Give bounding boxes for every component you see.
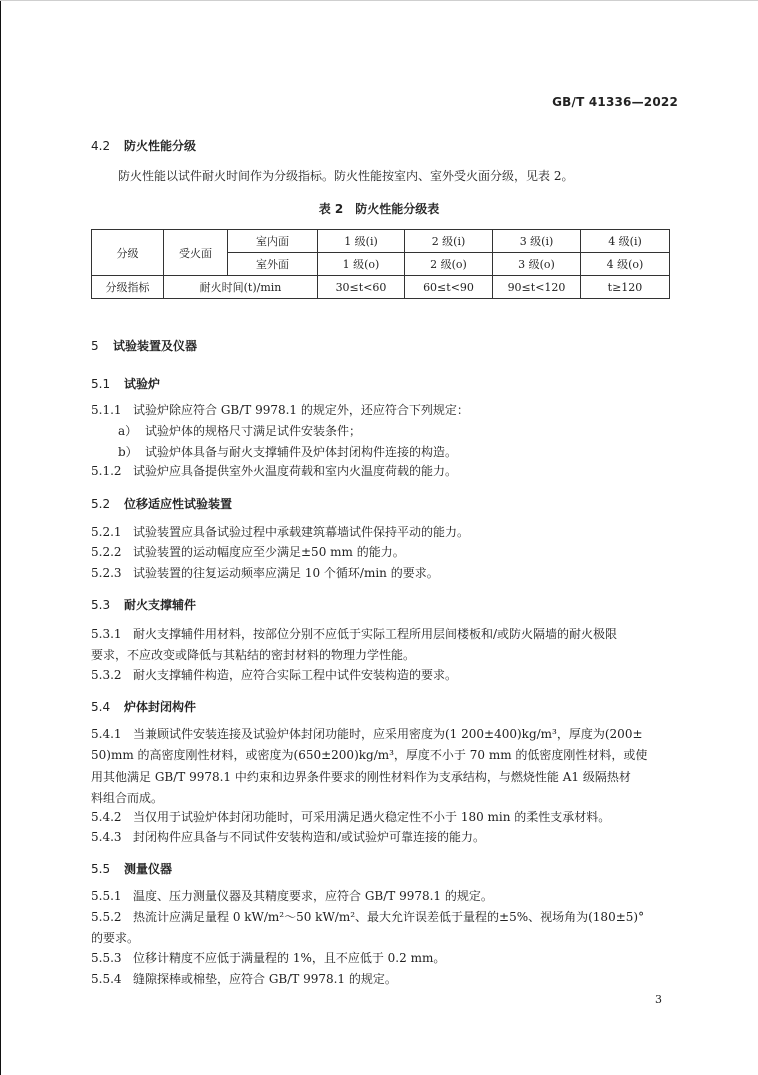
clause-number: 5.2.1 [91, 525, 122, 539]
clause-5-4-2 [91, 807, 610, 828]
clause-5-5-3 [91, 948, 445, 969]
time-range-cell: 30≤t<60 [318, 276, 405, 299]
grade-cell: 1 级(o) [318, 253, 405, 276]
clause-number: 5.4.2 [91, 810, 122, 824]
clause-number: 5.1.2 [91, 464, 122, 478]
section-number: 5.2 [91, 497, 111, 511]
grade-cell: 3 级(i) [493, 230, 581, 253]
section-number: 5 [91, 339, 99, 353]
section-number: 5.1 [91, 377, 111, 391]
clause-5-5-2-cont: 的要求。 [91, 931, 140, 945]
clause-text-line: 耐火支撑辅件用材料，按部位分别不应低于实际工程所用层间楼板和/或防火隔墙的耐火极限 [133, 627, 618, 641]
clause-5-2-2 [91, 542, 405, 563]
clause-5-3-2 [91, 665, 457, 686]
list-item-b [118, 442, 457, 463]
clause-5-2-1 [91, 522, 469, 543]
clause-number: 5.3.2 [91, 668, 122, 682]
clause-5-4-1-cont: 料组合而成。 [91, 791, 164, 805]
clause-text: 温度、压力测量仪器及其精度要求，应符合 GB/T 9978.1 的规定。 [133, 889, 493, 903]
section-5-1-heading [91, 375, 160, 392]
grade-cell: 2 级(o) [405, 253, 493, 276]
time-range-cell: 60≤t<90 [405, 276, 493, 299]
clause-5-4-1-cont: 用其他满足 GB/T 9978.1 中约束和边界条件要求的刚性材料作为支承结构，与燃烧性能 A1 级隔热材 [91, 770, 631, 784]
section-5-2-heading [91, 495, 232, 512]
clause-5-4-1 [91, 724, 643, 745]
section-5-5-heading [91, 860, 172, 877]
page-top-border [0, 0, 758, 1]
section-number: 5.5 [91, 862, 111, 876]
clause-text: 试验装置应具备试验过程中承载建筑幕墙试件保持平动的能力。 [133, 525, 470, 539]
clause-text: 缝隙探棒或棉垫，应符合 GB/T 9978.1 的规定。 [133, 972, 397, 986]
clause-number: 5.2.2 [91, 545, 122, 559]
standard-number: GB/T 41336—2022 [552, 95, 678, 109]
clause-text: 当仅用于试验炉体封闭功能时，可采用满足遇火稳定性不小于 180 min 的柔性支承材料。 [133, 810, 611, 824]
face-header: 受火面 [164, 230, 228, 276]
clause-5-5-2 [91, 907, 644, 928]
page-left-border [0, 0, 1, 1075]
clause-number: 5.4.3 [91, 830, 122, 844]
table-row [92, 276, 670, 299]
grade-cell: 4 级(i) [581, 230, 670, 253]
section-title: 试验装置及仪器 [113, 339, 198, 353]
list-text: 试验炉体的规格尺寸满足试件安装条件； [145, 424, 362, 438]
grade-header: 分级 [92, 230, 164, 276]
grade-cell: 3 级(o) [493, 253, 581, 276]
clause-5-3-1 [91, 624, 617, 645]
fire-grade-table [91, 229, 670, 299]
section-title: 测量仪器 [124, 862, 173, 876]
clause-5-4-3 [91, 827, 485, 848]
clause-number: 5.4.1 [91, 727, 122, 741]
section-5-3-heading [91, 596, 196, 613]
clause-text: 试验装置的运动幅度应至少满足±50 mm 的能力。 [133, 545, 405, 559]
table-row [92, 230, 670, 253]
section-title: 炉体封闭构件 [124, 700, 197, 714]
clause-number: 5.5.2 [91, 910, 122, 924]
clause-5-2-3 [91, 563, 439, 584]
clause-number: 5.5.1 [91, 889, 122, 903]
section-5-heading [91, 337, 197, 354]
clause-text: 试验装置的往复运动频率应满足 10 个循环/min 的要求。 [133, 566, 439, 580]
clause-text: 封闭构件应具备与不同试件安装构造和/或试验炉可靠连接的能力。 [133, 830, 486, 844]
section-title: 试验炉 [124, 377, 161, 391]
time-range-cell: 90≤t<120 [493, 276, 581, 299]
time-range-cell: t≥120 [581, 276, 670, 299]
list-item-a [118, 421, 361, 442]
clause-number: 5.3.1 [91, 627, 122, 641]
section-title: 耐火支撑辅件 [124, 598, 197, 612]
list-label: a） [118, 424, 138, 438]
clause-5-4-1-cont: 50)mm 的高密度刚性材料，或密度为(650±200)kg/m³，厚度不小于 70 mm 的低密度刚性材料，或使 [91, 748, 648, 762]
clause-5-5-4 [91, 969, 397, 990]
index-label: 分级指标 [92, 276, 164, 299]
section-number: 4.2 [91, 139, 111, 153]
clause-number: 5.2.3 [91, 566, 122, 580]
clause-number: 5.5.3 [91, 951, 122, 965]
clause-5-1-2 [91, 461, 457, 482]
section-number: 5.3 [91, 598, 111, 612]
section-4-2-heading [91, 137, 196, 154]
section-title: 防火性能分级 [124, 139, 197, 153]
section-number: 5.4 [91, 700, 111, 714]
clause-text-line: 当兼顾试件安装连接及试验炉体封闭功能时，应采用密度为(1 200±400)kg/m³，厚度为(200± [133, 727, 643, 741]
clause-5-1-1 [91, 400, 469, 421]
clause-text: 试验炉除应符合 GB/T 9978.1 的规定外，还应符合下列规定： [133, 403, 469, 417]
section-4-2-paragraph: 防火性能以试件耐火时间作为分级指标。防火性能按室内、室外受火面分级，见表 2。 [118, 169, 574, 183]
indoor-face-label: 室内面 [228, 230, 318, 253]
grade-cell: 1 级(i) [318, 230, 405, 253]
clause-text: 试验炉应具备提供室外火温度荷载和室内火温度荷载的能力。 [133, 464, 458, 478]
list-text: 试验炉体具备与耐火支撑辅件及炉体封闭构件连接的构造。 [145, 445, 458, 459]
outdoor-face-label: 室外面 [228, 253, 318, 276]
section-title: 位移适应性试验装置 [124, 497, 233, 511]
list-label: b） [118, 445, 138, 459]
grade-cell: 2 级(i) [405, 230, 493, 253]
clause-text-line: 热流计应满足量程 0 kW/m²～50 kW/m²、最大允许误差低于量程的±5%、视场角为(180±5)° [133, 910, 645, 924]
section-5-4-heading [91, 698, 196, 715]
clause-5-5-1 [91, 886, 493, 907]
clause-text: 位移计精度不应低于满量程的 1%，且不应低于 0.2 mm。 [133, 951, 446, 965]
clause-number: 5.1.1 [91, 403, 122, 417]
grade-cell: 4 级(o) [581, 253, 670, 276]
table-2-caption: 表 2 防火性能分级表 [318, 202, 440, 216]
fire-time-label: 耐火时间(t)/min [164, 276, 318, 299]
clause-text: 耐火支撑辅件构造，应符合实际工程中试件安装构造的要求。 [133, 668, 458, 682]
page-number: 3 [655, 993, 662, 1006]
clause-5-3-1-cont: 要求，不应改变或降低与其粘结的密封材料的物理力学性能。 [91, 648, 416, 662]
clause-number: 5.5.4 [91, 972, 122, 986]
